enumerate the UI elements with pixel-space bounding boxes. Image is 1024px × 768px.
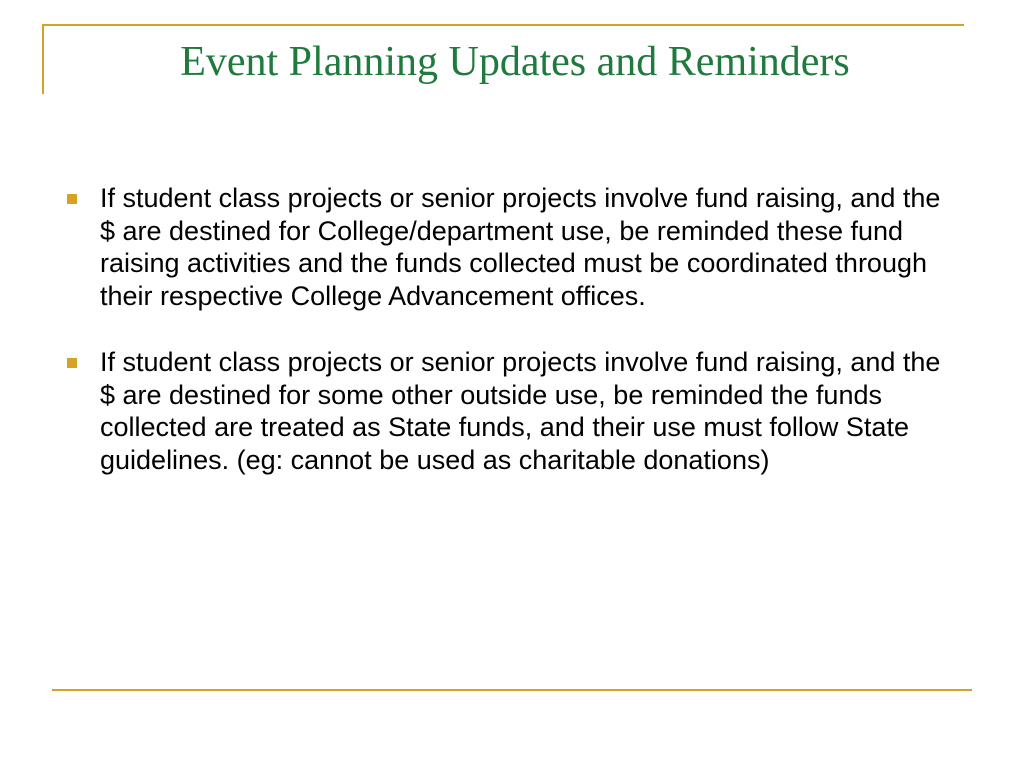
bullet-text-2: If student class projects or senior projects involve fund raising, and the $ are destined for some other outside use, be reminded the funds collected are treated as State funds, and their use must follow State guidelines. (eg: cannot be used as charitable donations) [100,347,941,475]
slide-title: Event Planning Updates and Reminders [180,39,850,85]
square-bullet-icon [67,358,77,368]
top-border-line [42,24,964,26]
bullet-item-1 [67,182,947,312]
square-bullet-icon [67,194,77,204]
bullet-item-2 [67,346,947,476]
bullet-text-1: If student class projects or senior projects involve fund raising, and the $ are destined for College/department use, be reminded these fund raising activities and the funds collected must be coordinated through their respective College Advancement offices. [100,183,941,311]
bottom-border-line [52,689,972,691]
bullet-list [67,182,947,510]
left-border-line [42,24,44,94]
